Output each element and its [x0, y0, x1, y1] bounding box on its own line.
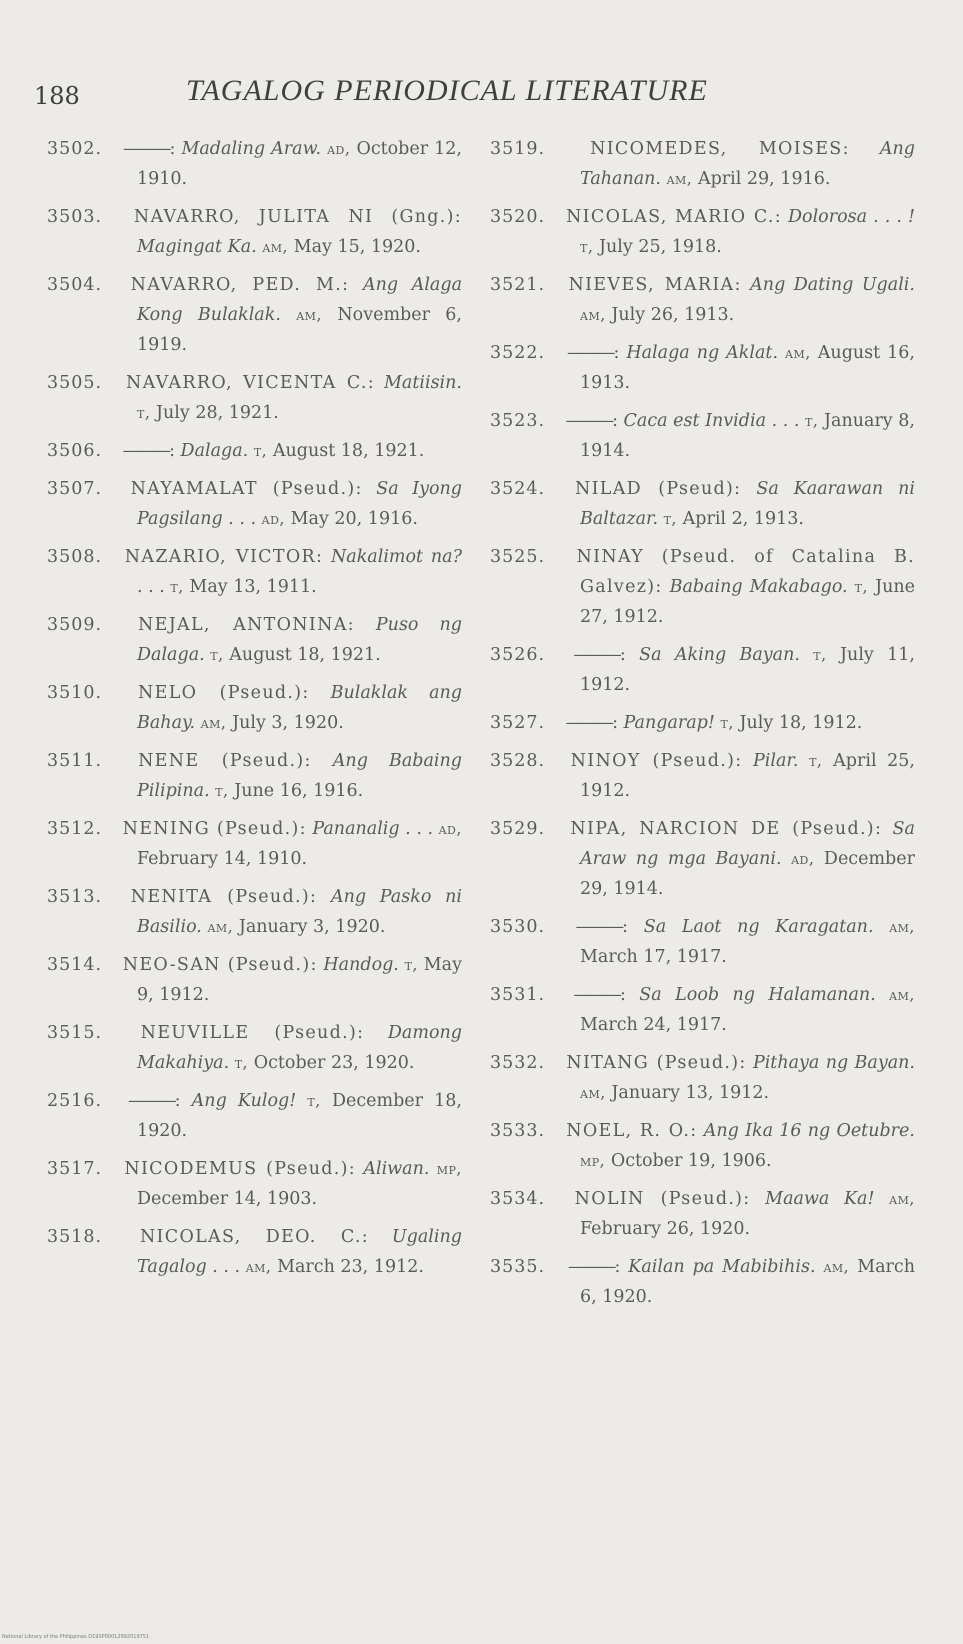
- entry-number: 3506.: [47, 441, 103, 461]
- publication-date: July 3, 1920.: [232, 713, 344, 733]
- work-title: Sa Loob ng Halamanan.: [639, 985, 876, 1005]
- publication-date: March 24, 1917.: [580, 1015, 727, 1035]
- work-title: Damong Makahiya.: [137, 1023, 462, 1073]
- repeat-author-dash: ———: [565, 411, 613, 431]
- bibliography-entry: [490, 474, 915, 534]
- publication-date: October 12, 1910.: [137, 139, 462, 189]
- bibliography-entry: 2516. ———: Ang Kulog! t, December 18, 1920.: [47, 1086, 462, 1146]
- bibliography-entry: [47, 1222, 462, 1282]
- bibliography-entry: [47, 882, 462, 942]
- bibliography-entry: [47, 814, 462, 874]
- author-name: NILAD (Pseud):: [574, 479, 742, 499]
- periodical-code: am,: [262, 237, 289, 256]
- periodical-code: t,: [253, 441, 268, 460]
- periodical-code: t,: [809, 751, 823, 770]
- work-title: Bulaklak ang Bahay.: [137, 683, 462, 733]
- publication-date: May 20, 1916.: [290, 509, 418, 529]
- entry-number: 3518.: [47, 1227, 103, 1247]
- bibliography-entry: 3530. ———: Sa Laot ng Karagatan. am, March 17, 1917.: [490, 912, 915, 972]
- bibliography-entry: [47, 950, 462, 1010]
- bibliography-entry: 3535. ———: Kailan pa Mabibihis. am, March 6, 1920.: [490, 1252, 915, 1312]
- author-name: NICOLAS, MARIO C.:: [566, 207, 782, 227]
- bibliography-entry: [490, 746, 915, 806]
- work-title: Pananalig . . .: [312, 819, 434, 839]
- periodical-code: t,: [663, 509, 678, 528]
- author-name: NOEL, R. O.:: [566, 1121, 698, 1141]
- running-title: TAGALOG PERIODICAL LITERATURE: [186, 74, 708, 107]
- entry-number: 3513.: [47, 887, 103, 907]
- author-name: NENITA (Pseud.):: [130, 887, 318, 907]
- entry-number: 3502.: [47, 139, 103, 159]
- entry-number: 3529.: [490, 819, 546, 839]
- publication-date: May 15, 1920.: [293, 237, 421, 257]
- periodical-code: am,: [245, 1257, 272, 1276]
- bibliography-entry: 3522. ———: Halaga ng Aklat. am, August 16, 1913.: [490, 338, 915, 398]
- author-name: NOLIN (Pseud.):: [574, 1189, 751, 1209]
- periodical-code: t,: [720, 713, 734, 732]
- entry-number: 3507.: [47, 479, 103, 499]
- work-title: Ang Pasko ni Basilio.: [137, 887, 462, 937]
- entry-number: 3533.: [490, 1121, 546, 1141]
- publication-date: May 9, 1912.: [137, 955, 462, 1005]
- work-title: Pangarap!: [623, 713, 715, 733]
- publication-date: February 14, 1910.: [137, 849, 308, 869]
- author-name: NINAY (Pseud. of Catalina B. Galvez):: [576, 547, 915, 597]
- author-name: NAVARRO, JULITA NI (Gng.):: [133, 207, 462, 227]
- bibliography-entry: [47, 746, 462, 806]
- periodical-code: t,: [813, 645, 827, 664]
- periodical-code: ad,: [261, 509, 286, 528]
- repeat-author-dash: ———: [128, 1091, 175, 1111]
- author-name: NENE (Pseud.):: [138, 751, 312, 771]
- periodical-code: am,: [580, 305, 606, 324]
- entry-number: 3535.: [490, 1257, 546, 1277]
- publication-date: April 29, 1916.: [697, 169, 831, 189]
- bibliography-entry: [490, 542, 915, 632]
- entry-number: 3511.: [47, 751, 103, 771]
- entry-number: 3503.: [47, 207, 103, 227]
- footer-credit: National Library of the Philippines D19SP00012992019751: [2, 1634, 150, 1640]
- work-title: Sa Iyong Pagsilang . . .: [137, 479, 462, 529]
- repeat-author-dash: ———: [123, 139, 170, 159]
- entry-number: 3522.: [490, 343, 546, 363]
- bibliography-entry: [47, 270, 462, 360]
- work-title: Dolorosa . . . !: [788, 207, 915, 227]
- author-name: NAZARIO, VICTOR:: [124, 547, 324, 567]
- publication-date: November 6, 1919.: [137, 305, 462, 355]
- author-name: NEJAL, ANTONINA:: [138, 615, 355, 635]
- periodical-code: mp,: [580, 1151, 606, 1170]
- entry-number: 3510.: [47, 683, 103, 703]
- work-title: Sa Aking Bayan.: [639, 645, 800, 665]
- periodical-code: am,: [666, 169, 693, 188]
- periodical-code: ad,: [791, 849, 815, 868]
- entry-number: 3519.: [490, 139, 546, 159]
- work-title: Pilar.: [753, 751, 799, 771]
- publication-date: April 25, 1912.: [580, 751, 915, 801]
- entry-number: 3527.: [490, 713, 546, 733]
- entry-number: 3514.: [47, 955, 103, 975]
- publication-date: January 8, 1914.: [580, 411, 915, 461]
- bibliography-entry: [47, 1018, 462, 1078]
- publication-date: July 18, 1912.: [739, 713, 863, 733]
- work-title: Caca est Invidia . . .: [623, 411, 800, 431]
- bibliography-entry: [47, 368, 462, 428]
- bibliography-entry: [490, 134, 915, 194]
- bibliography-entry: [490, 814, 915, 904]
- entry-number: 3525.: [490, 547, 546, 567]
- author-name: NEUVILLE (Pseud.):: [140, 1023, 365, 1043]
- entry-number: 3523.: [490, 411, 546, 431]
- bibliography-entry: [47, 610, 462, 670]
- periodical-code: t,: [170, 577, 184, 596]
- publication-date: October 19, 1906.: [610, 1151, 772, 1171]
- work-title: Babaing Makabago.: [669, 577, 848, 597]
- work-title: Ang Babaing Pilipina.: [137, 751, 462, 801]
- bibliography-entry: [47, 202, 462, 262]
- author-name: NICOMEDES, MOISES:: [590, 139, 850, 159]
- entry-number: 3521.: [490, 275, 546, 295]
- publication-date: October 23, 1920.: [253, 1053, 415, 1073]
- author-name: NAVARRO, VICENTA C.:: [126, 373, 375, 393]
- work-title: Madaling Araw.: [181, 139, 322, 159]
- publication-date: June 16, 1916.: [234, 781, 364, 801]
- left-column: [47, 134, 462, 1290]
- author-name: NIEVES, MARIA:: [568, 275, 742, 295]
- publication-date: April 2, 1913.: [682, 509, 804, 529]
- bibliography-entry: [47, 542, 462, 602]
- author-name: NEO-SAN (Pseud.):: [122, 955, 318, 975]
- bibliography-entry: 3502. ———: Madaling Araw. ad, October 12, 1910.: [47, 134, 462, 194]
- publication-date: January 13, 1912.: [611, 1083, 770, 1103]
- work-title: Puso ng Dalaga.: [137, 615, 462, 665]
- entry-number: 3528.: [490, 751, 546, 771]
- entry-number: 3524.: [490, 479, 546, 499]
- publication-date: July 26, 1913.: [611, 305, 735, 325]
- entry-number: 3505.: [47, 373, 103, 393]
- periodical-code: t,: [580, 237, 594, 256]
- entry-number: 3532.: [490, 1053, 546, 1073]
- work-title: Ugaling Tagalog . . .: [137, 1227, 462, 1277]
- author-name: NAVARRO, PED. M.:: [130, 275, 350, 295]
- publication-date: December 14, 1903.: [137, 1189, 318, 1209]
- entry-number: 3515.: [47, 1023, 103, 1043]
- periodical-code: t,: [854, 577, 869, 596]
- publication-date: March 17, 1917.: [580, 947, 727, 967]
- repeat-author-dash: ———: [565, 713, 613, 733]
- work-title: Magingat Ka.: [137, 237, 257, 257]
- author-name: NAYAMALAT (Pseud.):: [130, 479, 363, 499]
- publication-date: January 3, 1920.: [238, 917, 386, 937]
- periodical-code: am,: [823, 1257, 850, 1276]
- bibliography-entry: 3527. ———: Pangarap! t, July 18, 1912.: [490, 708, 915, 738]
- periodical-code: am,: [580, 1083, 606, 1102]
- bibliography-entry: [47, 474, 462, 534]
- publication-date: February 26, 1920.: [580, 1219, 751, 1239]
- work-title: Ang Ika 16 ng Oetubre.: [703, 1121, 915, 1141]
- entry-number: 3512.: [47, 819, 103, 839]
- work-title: Maawa Ka!: [765, 1189, 875, 1209]
- repeat-author-dash: ———: [573, 985, 620, 1005]
- work-title: Matiisin.: [384, 373, 462, 393]
- author-name: NICOLAS, DEO. C.:: [139, 1227, 369, 1247]
- author-name: NITANG (Pseud.):: [566, 1053, 747, 1073]
- periodical-code: am,: [296, 305, 323, 324]
- entry-number: 2516.: [47, 1091, 103, 1111]
- repeat-author-dash: ———: [567, 1257, 615, 1277]
- periodical-code: t,: [210, 645, 224, 664]
- periodical-code: am,: [889, 917, 915, 936]
- author-name: NELO (Pseud.):: [138, 683, 310, 703]
- bibliography-entry: [490, 270, 915, 330]
- publication-date: December 29, 1914.: [580, 849, 915, 899]
- publication-date: December 18, 1920.: [137, 1091, 462, 1141]
- work-title: Sa Laot ng Karagatan.: [643, 917, 874, 937]
- entry-number: 3517.: [47, 1159, 103, 1179]
- periodical-code: ad,: [438, 819, 462, 838]
- page-number: 188: [34, 82, 80, 110]
- periodical-code: mp,: [436, 1159, 462, 1178]
- work-title: Dalaga.: [180, 441, 249, 461]
- repeat-author-dash: ———: [573, 645, 620, 665]
- work-title: Aliwan.: [363, 1159, 430, 1179]
- periodical-code: ad,: [327, 139, 351, 158]
- publication-date: June 27, 1912.: [580, 577, 915, 627]
- work-title: Sa Kaarawan ni Baltazar.: [580, 479, 915, 529]
- publication-date: July 11, 1912.: [580, 645, 915, 695]
- bibliography-entry: [490, 1116, 915, 1176]
- publication-date: August 16, 1913.: [580, 343, 915, 393]
- publication-date: March 23, 1912.: [277, 1257, 424, 1277]
- periodical-code: am,: [200, 713, 227, 732]
- periodical-code: t,: [805, 411, 819, 430]
- work-title: Halaga ng Aklat.: [626, 343, 779, 363]
- bibliography-entry: [490, 1048, 915, 1108]
- author-name: NINOY (Pseud.):: [570, 751, 743, 771]
- periodical-code: t,: [234, 1053, 249, 1072]
- work-title: Kailan pa Mabibihis.: [628, 1257, 816, 1277]
- author-name: NIPA, NARCION DE (Pseud.):: [570, 819, 883, 839]
- entry-number: 3504.: [47, 275, 103, 295]
- bibliography-entry: 3523. ———: Caca est Invidia . . . t, January 8, 1914.: [490, 406, 915, 466]
- work-title: Ang Dating Ugali.: [750, 275, 915, 295]
- work-title: Ang Tahanan.: [580, 139, 915, 189]
- publication-date: May 13, 1911.: [189, 577, 317, 597]
- bibliography-entry: 3506. ———: Dalaga. t, August 18, 1921.: [47, 436, 462, 466]
- publication-date: March 6, 1920.: [580, 1257, 915, 1307]
- bibliography-entry: [47, 678, 462, 738]
- repeat-author-dash: ———: [566, 343, 614, 363]
- repeat-author-dash: ———: [575, 917, 623, 937]
- publication-date: July 25, 1918.: [599, 237, 722, 257]
- bibliography-entry: 3531. ———: Sa Loob ng Halamanan. am, March 24, 1917.: [490, 980, 915, 1040]
- periodical-code: t,: [307, 1091, 321, 1110]
- periodical-code: am,: [207, 917, 234, 936]
- author-name: NICODEMUS (Pseud.):: [124, 1159, 356, 1179]
- work-title: Sa Araw ng mga Bayani.: [580, 819, 915, 869]
- bibliography-entry: [490, 1184, 915, 1244]
- periodical-code: am,: [889, 1189, 915, 1208]
- publication-date: August 18, 1921.: [272, 441, 425, 461]
- entry-number: 3508.: [47, 547, 103, 567]
- publication-date: July 28, 1921.: [156, 403, 279, 423]
- right-column: [490, 134, 915, 1320]
- work-title: Pithaya ng Bayan.: [752, 1053, 915, 1073]
- bibliography-entry: 3526. ———: Sa Aking Bayan. t, July 11, 1912.: [490, 640, 915, 700]
- author-name: NENING (Pseud.):: [122, 819, 307, 839]
- periodical-code: t,: [215, 781, 229, 800]
- entry-number: 3520.: [490, 207, 546, 227]
- entry-number: 3531.: [490, 985, 546, 1005]
- entry-number: 3509.: [47, 615, 103, 635]
- work-title: Nakalimot na? . . .: [137, 547, 462, 597]
- periodical-code: t,: [137, 403, 151, 422]
- periodical-code: t,: [404, 955, 419, 974]
- entry-number: 3526.: [490, 645, 546, 665]
- publication-date: August 18, 1921.: [229, 645, 381, 665]
- work-title: Ang Alaga Kong Bulaklak.: [137, 275, 462, 325]
- work-title: Handog.: [323, 955, 399, 975]
- bibliography-entry: [490, 202, 915, 262]
- bibliography-entry: [47, 1154, 462, 1214]
- entry-number: 3534.: [490, 1189, 546, 1209]
- entry-number: 3530.: [490, 917, 546, 937]
- repeat-author-dash: ———: [122, 441, 170, 461]
- periodical-code: am,: [889, 985, 915, 1004]
- work-title: Ang Kulog!: [191, 1091, 297, 1111]
- periodical-code: am,: [785, 343, 811, 362]
